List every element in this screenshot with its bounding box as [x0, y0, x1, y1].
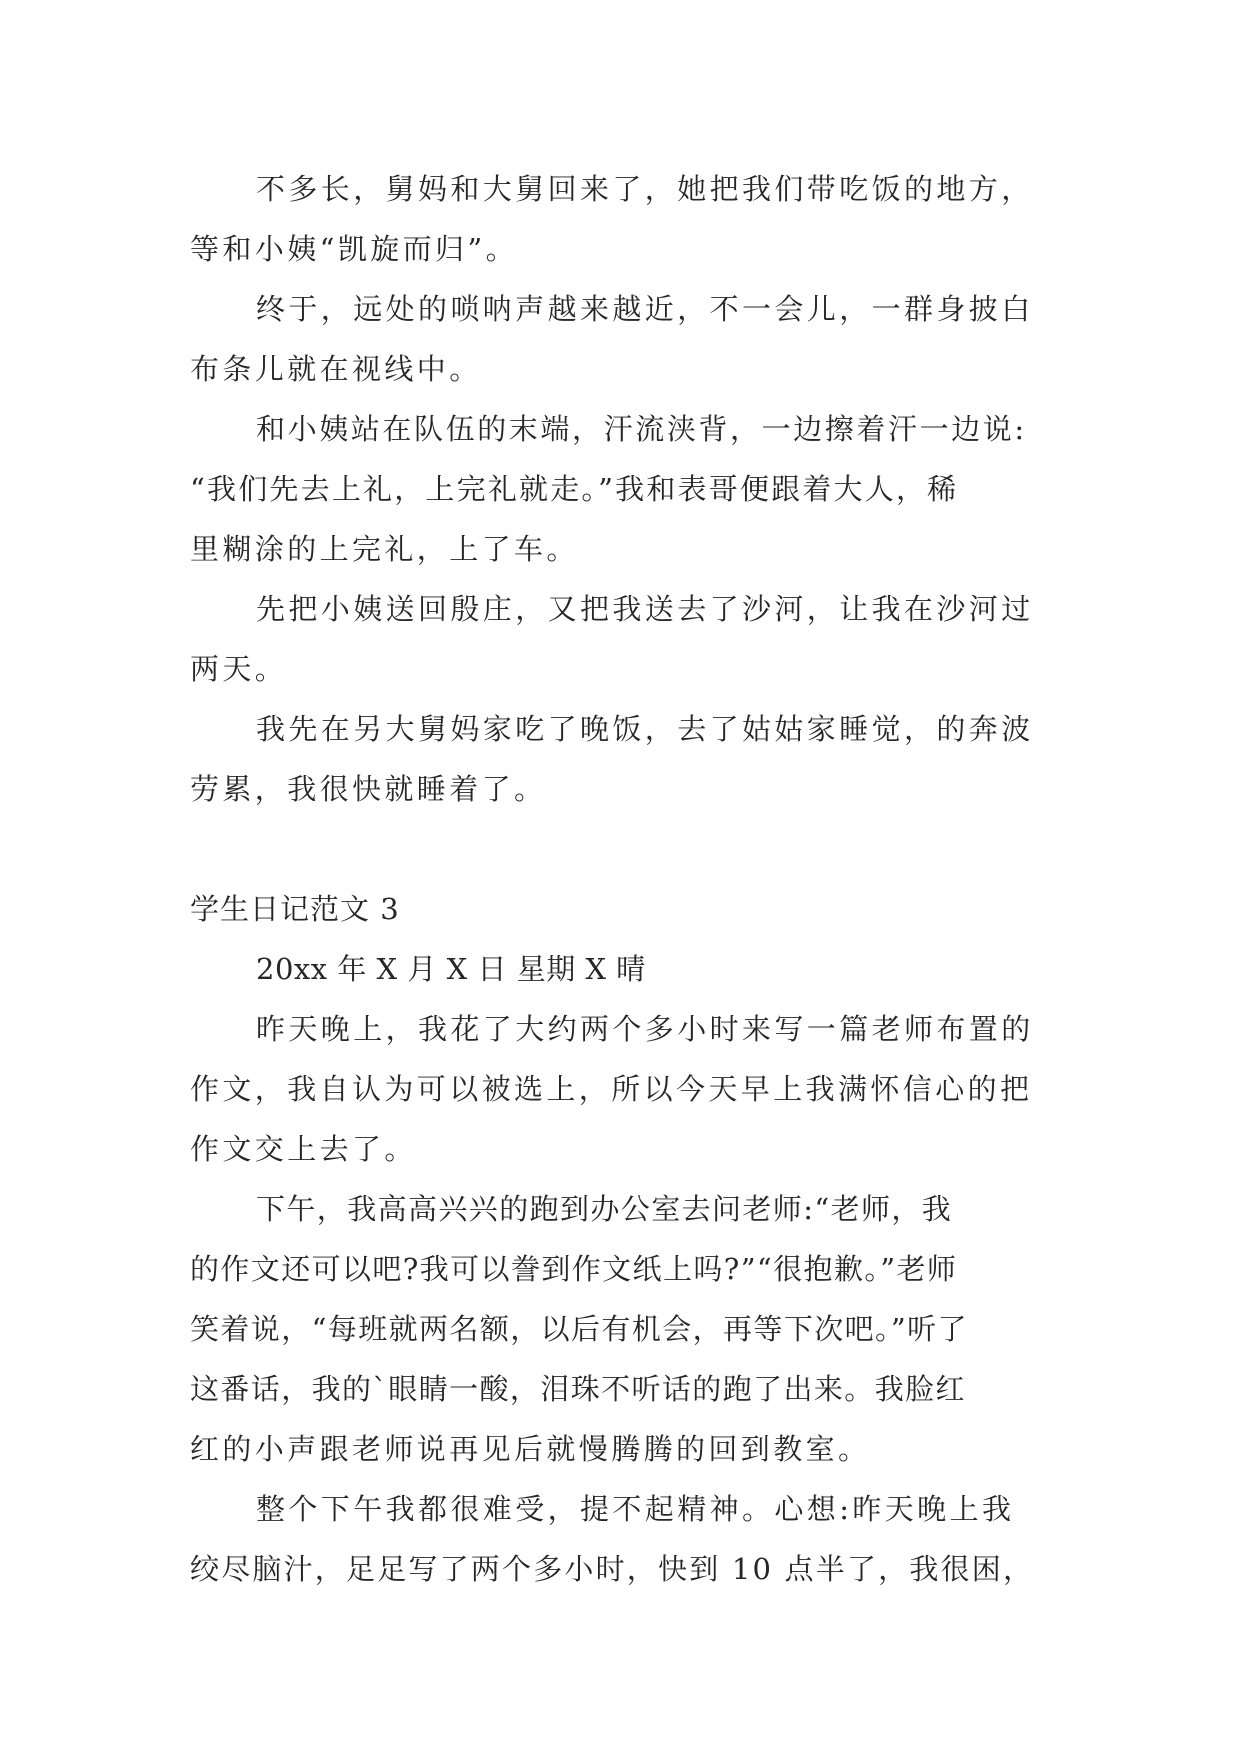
paragraph-line: 布条儿就在视线中。	[190, 352, 482, 386]
paragraph-line: 里糊涂的上完礼，上了车。	[190, 532, 579, 566]
paragraph-line: 我先在另大舅妈家吃了晚饭，去了姑姑家睡觉，的奔波	[256, 712, 1034, 746]
document-body	[190, 159, 1050, 1599]
paragraph-line: 劳累，我很快就睡着了。	[190, 772, 547, 806]
paragraph-line: 这番话，我的`眼睛一酸，泪珠不听话的跑了出来。我脸红	[190, 1372, 966, 1406]
paragraph-line: 终于，远处的唢呐声越来越近，不一会儿，一群身披白	[256, 292, 1034, 326]
section-gap	[190, 819, 1050, 879]
paragraph-line: 作文，我自认为可以被选上，所以今天早上我满怀信心的把	[190, 1072, 1033, 1106]
paragraph-line: 先把小姨送回殷庄，又把我送去了沙河，让我在沙河过	[256, 592, 1034, 626]
paragraph-line: 昨天晚上，我花了大约两个多小时来写一篇老师布置的	[256, 1012, 1034, 1046]
paragraph-line: 下午，我高高兴兴的跑到办公室去问老师:“老师，我	[256, 1192, 953, 1226]
paragraph-line: 的作文还可以吧?我可以誊到作文纸上吗?”“很抱歉。”老师	[190, 1252, 958, 1286]
paragraph-line: 笑着说，“每班就两名额，以后有机会，再等下次吧。”听了	[190, 1312, 968, 1346]
paragraph-line: “我们先去上礼，上完礼就走。”我和表哥便跟着大人，稀	[190, 472, 959, 506]
paragraph-line: 作文交上去了。	[190, 1132, 417, 1166]
paragraph-line: 不多长，舅妈和大舅回来了，她把我们带吃饭的地方，	[256, 172, 1034, 206]
section-title: 学生日记范文 3	[190, 892, 400, 926]
paragraph-line: 等和小姨“凯旋而归”。	[190, 232, 519, 266]
paragraph-line: 红的小声跟老师说再见后就慢腾腾的回到教室。	[190, 1432, 871, 1466]
paragraph-line: 整个下午我都很难受，提不起精神。心想:昨天晚上我	[256, 1492, 1015, 1526]
paragraph-line: 和小姨站在队伍的末端，汗流浃背，一边擦着汗一边说:	[256, 412, 1027, 446]
paragraph-line: 绞尽脑汁，足足写了两个多小时，快到 10 点半了，我很困，	[190, 1552, 1035, 1586]
diary-date-line: 20xx 年 X 月 X 日 星期 X 晴	[256, 952, 646, 986]
paragraph-line: 两天。	[190, 652, 288, 686]
